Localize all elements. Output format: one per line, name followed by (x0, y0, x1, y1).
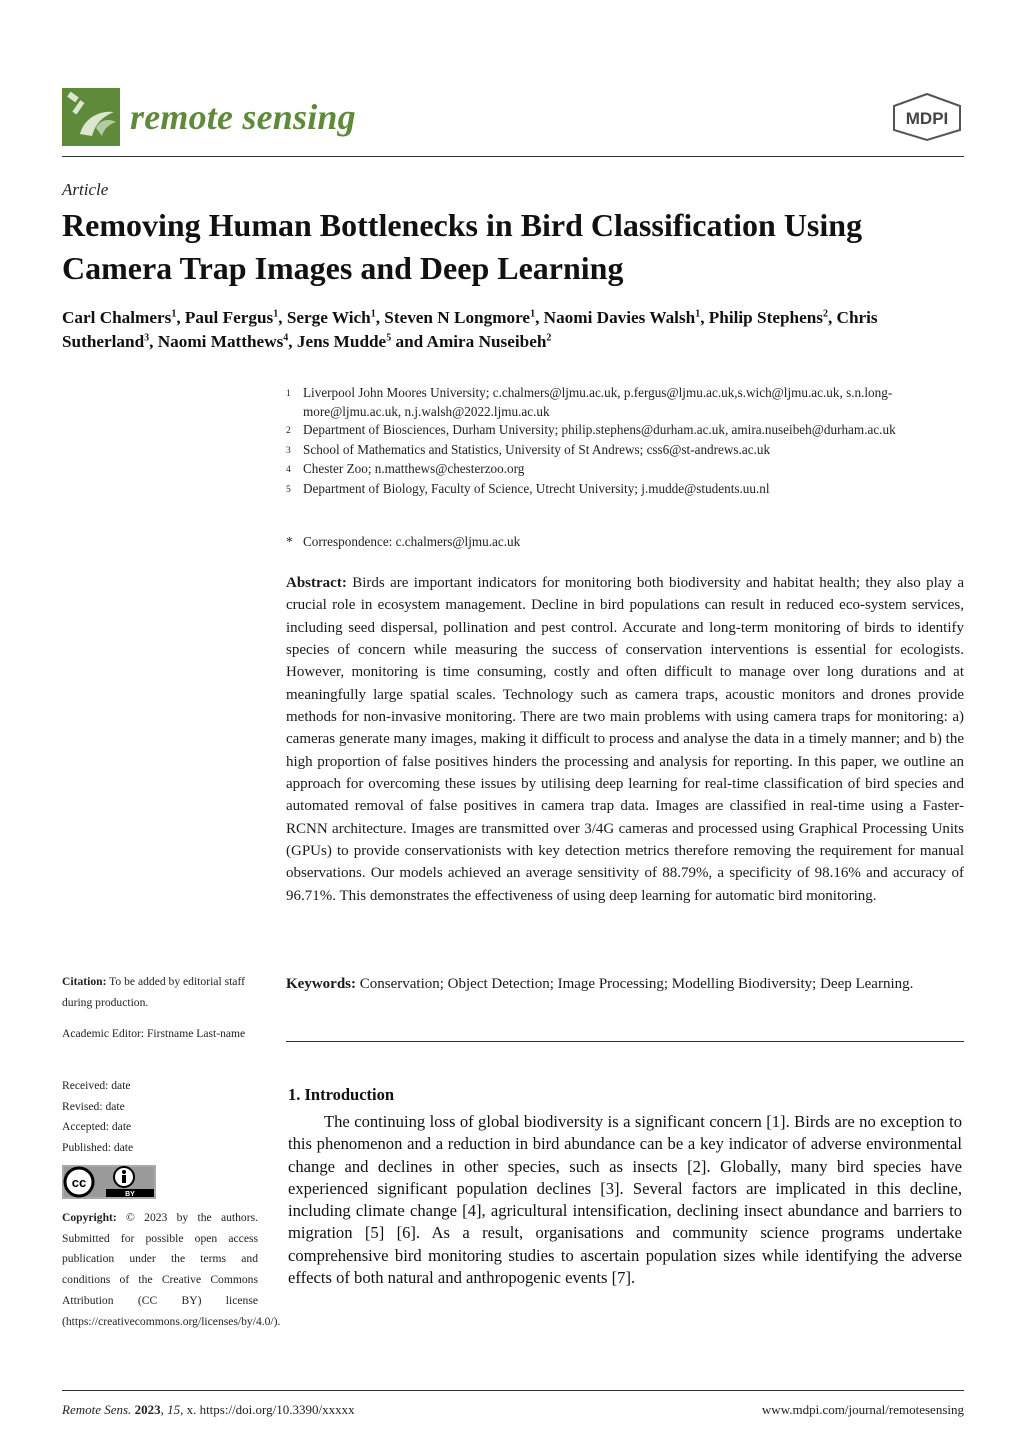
author-affiliation-marker: 1 (273, 308, 279, 320)
journal-logo-icon (62, 88, 120, 146)
author-separator: , (278, 308, 287, 327)
section-heading-introduction: 1. Introduction (288, 1085, 395, 1104)
copyright-label: Copyright: (62, 1211, 117, 1224)
author-separator: and (391, 332, 427, 351)
footer-doi: , x. https://doi.org/10.3390/xxxxx (180, 1402, 355, 1417)
footer-citation: Remote Sens. 2023, 15, x. https://doi.org/10.3390/xxxxx (62, 1402, 355, 1417)
revised-date: Revised: date (62, 1099, 125, 1113)
mdpi-logo (890, 92, 964, 142)
abstract-label: Abstract: (286, 575, 347, 591)
affiliation-item (286, 460, 966, 480)
affiliation-item (286, 480, 966, 500)
author-separator: , (375, 308, 385, 327)
author-separator: , (149, 332, 158, 351)
affiliation-number: 5 (286, 484, 291, 495)
published-date: Published: date (62, 1141, 134, 1155)
footer-year: 2023 (134, 1402, 161, 1417)
author-separator: , (288, 332, 297, 351)
author-affiliation-marker: 1 (695, 308, 701, 320)
author-affiliation-marker: 1 (530, 308, 536, 320)
author-affiliation-marker: 4 (283, 332, 289, 344)
affiliation-number: 3 (286, 445, 291, 456)
affiliation-text: Liverpool John Moores University; c.chalmers@ljmu.ac.uk, p.fergus@ljmu.ac.uk,s.wich@ljmu.ac.uk, s.n.long-more@ljmu.ac.uk, n.j.walsh@2022.ljmu.ac.uk (303, 385, 893, 419)
author-name: Steven N Longmore (384, 308, 531, 327)
author-separator: , (827, 308, 837, 327)
section-divider (286, 1041, 964, 1042)
affiliation-number: 2 (286, 426, 291, 436)
footer-divider (62, 1390, 964, 1391)
cc-by-license-icon[interactable] (62, 1165, 156, 1199)
affiliation-text: Chester Zoo; n.matthews@chesterzoo.org (303, 461, 525, 476)
academic-editor: Academic Editor: Firstname Last-name (62, 1027, 246, 1040)
affiliations (286, 384, 966, 499)
abstract-text: Birds are important indicators for monitoring both biodiversity and habitat health; they also play a crucial role in ecosystem management. Decline in bird populations can result in reduced eco-system services, including seed dispersal, pollination and pest control. Accurate and long-term monitoring of birds to identify species of concern while measuring the success of conservation interventions is essential for ecologists. However, monitoring is time consuming, costly and often difficult to manage over long durations and at meaningfully large spatial scales. Technology such as camera traps, acoustic monitors and drones provide methods for non-invasive monitoring. There are two main problems with using camera traps for monitoring: a) cameras generate many images, making it difficult to process and analyse the data in a timely manner; and b) the high proportion of false positives hinders the processing and analysis for reporting. In this paper, we outline an approach for overcoming these issues by utilising deep learning for real-time classification of bird species and automated removal of false positives in camera trap data. Images are classified in real-time using a Faster-RCNN architecture. Images are transmitted over 3/4G cameras and processed using Graphical Processing Units (GPUs) to provide conservationists with key detection metrics therefore removing the requirement for manual observations. Our models achieved an average sensitivity of 88.79%, a specificity of 98.16% and accuracy of 96.71%. This demonstrates the effectiveness of using deep learning for automatic bird monitoring. (286, 575, 964, 904)
author-name: Serge Wich (286, 308, 371, 327)
footer-journal-url[interactable]: www.mdpi.com/journal/remotesensing (761, 1402, 964, 1417)
affiliation-text: Department of Biosciences, Durham University; philip.stephens@durham.ac.uk, amira.nuseibeh@durham.ac.uk (303, 422, 896, 437)
correspondence (286, 533, 966, 551)
citation-text: To be added by editorial staff during production. (62, 975, 245, 1009)
author-affiliation-marker: 2 (546, 332, 552, 344)
affiliation-item (286, 384, 966, 421)
publisher-name: MDPI (905, 109, 949, 128)
author-affiliation-marker: 2 (822, 308, 828, 320)
author-affiliation-marker: 5 (386, 332, 392, 344)
citation-label: Citation: (62, 975, 107, 988)
author-list (62, 306, 964, 354)
author-name: Carl Chalmers (62, 308, 172, 327)
footer-journal-abbr: Remote Sens. (62, 1402, 132, 1417)
affiliation-number: 1 (286, 389, 291, 399)
author-name: Naomi Davies Walsh (543, 308, 696, 327)
accepted-date: Accepted: date (62, 1120, 132, 1134)
citation-note (62, 972, 258, 1013)
author-affiliation-marker: 1 (171, 308, 177, 320)
author-name: Jens Mudde (296, 332, 387, 351)
article-type: Article (62, 180, 109, 199)
copyright-notice (62, 1208, 281, 1332)
header-divider (62, 156, 964, 157)
author-affiliation-marker: 1 (370, 308, 376, 320)
footer-volume: 15 (167, 1402, 181, 1417)
license-badge-text: BY (125, 1191, 135, 1198)
author-affiliation-marker: 3 (144, 332, 150, 344)
affiliation-text: Department of Biology, Faculty of Science, Utrecht University; j.mudde@students.uu.nl (303, 480, 770, 496)
journal-name: remote sensing (130, 97, 356, 137)
copyright-text: © 2023 by the authors. Submitted for possible open access publication under the terms and conditions of the Creative Commons Attribution (CC BY) license (https://creativecommons.org/licenses/by/4.0/). (62, 1211, 281, 1328)
abstract (286, 572, 964, 907)
keywords (286, 973, 964, 995)
svg-text:cc: cc (71, 1175, 87, 1190)
author-separator: , (176, 308, 185, 327)
affiliation-item (286, 421, 966, 441)
author-name: Paul Fergus (184, 308, 274, 327)
publication-dates (62, 1076, 258, 1159)
correspondence-mark: * (286, 534, 293, 549)
affiliation-number: 4 (286, 465, 291, 475)
author-separator: , (535, 308, 544, 327)
author-name: Amira Nuseibeh (426, 332, 547, 351)
correspondence-text: Correspondence: c.chalmers@ljmu.ac.uk (303, 534, 521, 549)
keywords-label: Keywords: (286, 976, 356, 992)
author-name: Naomi Matthews (157, 332, 284, 351)
author-separator: , (700, 308, 709, 327)
affiliation-text: School of Mathematics and Statistics, University of St Andrews; css6@st-andrews.ac.uk (303, 441, 771, 457)
introduction-paragraph: The continuing loss of global biodiversity is a significant concern [1]. Birds are no exception to this phenomenon and a reduction in bird abundance can be a key indicator of adverse environmental change and declines in other species, such as insects [2]. Globally, many bird species have experienced significant population declines [3]. Several factors are implicated in this decline, including climate change [4], agricultural intensification, declining insect abundance and barriers to migration [5] [6]. As a result, organisations and community science programs undertake comprehensive bird monitoring studies to ascertain population sizes while identifying the adverse effects of both natural and anthropogenic events [7]. (288, 1112, 962, 1288)
affiliation-item (286, 441, 966, 461)
paper-title: Removing Human Bottlenecks in Bird Classification Using Camera Trap Images and Deep Learning (62, 207, 863, 286)
received-date: Received: date (62, 1079, 131, 1092)
author-name: Philip Stephens (708, 308, 823, 327)
author-name: Chris Sutherland (62, 308, 878, 351)
keywords-text: Conservation; Object Detection; Image Processing; Modelling Biodiversity; Deep Learning. (359, 976, 914, 992)
